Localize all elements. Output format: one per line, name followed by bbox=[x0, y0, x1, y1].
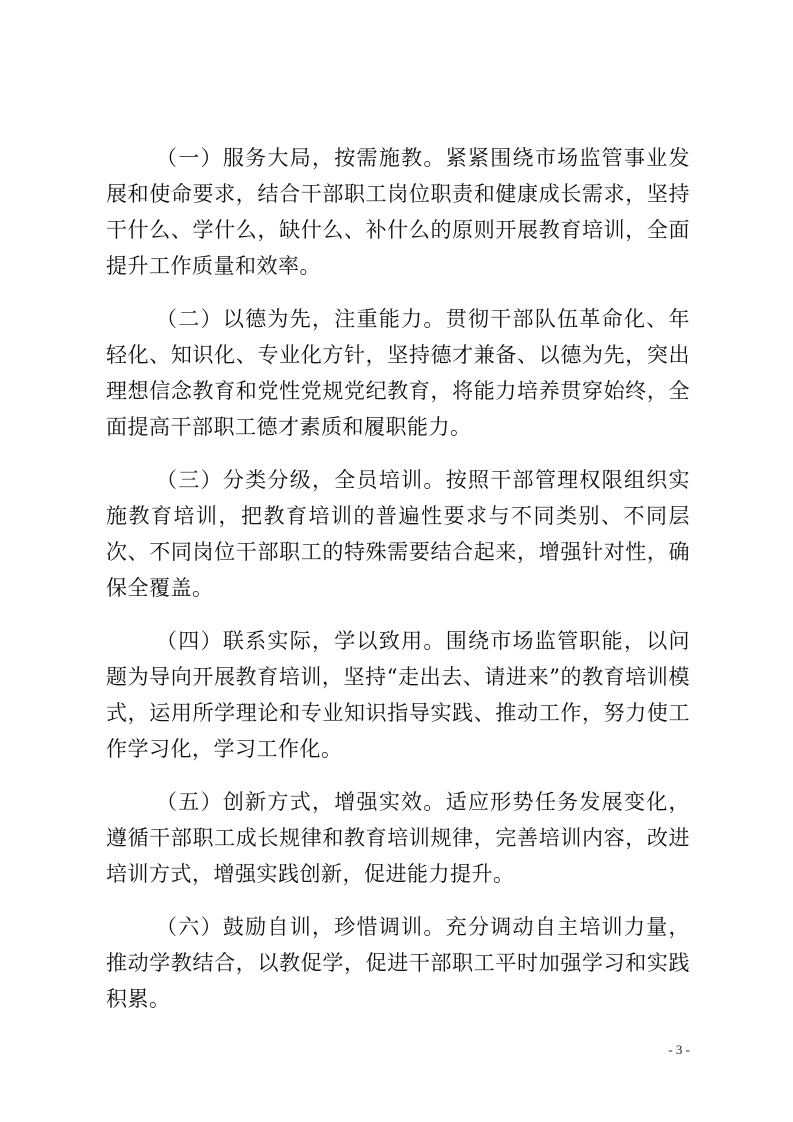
paragraph-1-text: 紧紧围绕市场监管事业发展和使命要求，结合干部职工岗位职责和健康成长需求，坚持干什么、学什么，缺什么、补什么的原则开展教育培训，全面提升工作质量和效率。 bbox=[106, 146, 691, 278]
page-number: - 3 - bbox=[668, 1042, 690, 1057]
paragraph-5-heading: （五）创新方式，增强实效。 bbox=[156, 790, 446, 814]
paragraph-3 bbox=[106, 462, 690, 606]
paragraph-4-heading: （四）联系实际，学以致用。 bbox=[156, 629, 446, 653]
paragraph-6 bbox=[106, 909, 690, 1017]
paragraph-2-text: 贯彻干部队伍革命化、年轻化、知识化、专业化方针，坚持德才兼备、以德为先，突出理想信念教育和党性党规党纪教育，将能力培养贯穿始终，全面提高干部职工德才素质和履职能力。 bbox=[106, 307, 691, 439]
paragraph-5 bbox=[106, 784, 690, 892]
paragraph-1 bbox=[106, 140, 690, 284]
paragraph-1-heading: （一）服务大局，按需施教。 bbox=[156, 146, 446, 170]
paragraph-5-text: 适应形势任务发展变化，遵循干部职工成长规律和教育培训规律，完善培训内容，改进培训方式，增强实践创新，促进能力提升。 bbox=[106, 790, 691, 886]
paragraph-3-heading: （三）分类分级，全员培训。 bbox=[156, 468, 446, 492]
paragraph-4-text: 围绕市场监管职能，以问题为导向开展教育培训，坚持“走出去、请进来”的教育培训模式，运用所学理论和专业知识指导实践、推动工作，努力使工作学习化，学习工作化。 bbox=[106, 629, 691, 761]
paragraph-6-heading: （六）鼓励自训，珍惜调训。 bbox=[156, 915, 446, 939]
document-body bbox=[106, 140, 690, 1017]
paragraph-2-heading: （二）以德为先，注重能力。 bbox=[156, 307, 446, 331]
paragraph-3-text: 按照干部管理权限组织实施教育培训，把教育培训的普遍性要求与不同类别、不同层次、不同岗位干部职工的特殊需要结合起来，增强针对性，确保全覆盖。 bbox=[106, 468, 691, 600]
paragraph-2 bbox=[106, 301, 690, 445]
paragraph-6-text: 充分调动自主培训力量，推动学教结合，以教促学，促进干部职工平时加强学习和实践积累。 bbox=[106, 915, 691, 1011]
paragraph-4 bbox=[106, 623, 690, 767]
